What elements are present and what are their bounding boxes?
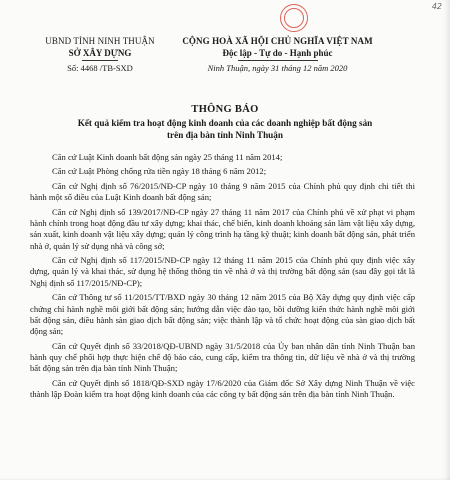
legal-basis-paragraph: Căn cứ Quyết định số 33/2018/QĐ-UBND ngày 31/5/2018 của Ủy ban nhân dân tỉnh Ninh Thuận ban hành quy chế phối hợp thực hiện chế độ báo cáo, cung cấp, kiểm tra thông tin, dữ liệu về nhà ở và thị trường bất động sản trên địa bàn tỉnh Ninh Thuận;: [30, 340, 415, 374]
issuer-dept: SỞ XÂY DỰNG: [68, 47, 132, 58]
legal-basis-paragraph: Căn cứ Nghị định số 76/2015/NĐ-CP ngày 10 tháng 9 năm 2015 của Chính phủ quy định chi tiết thi hành một số điều của Luật Kinh doanh bất động sản;: [30, 180, 415, 203]
reference-number: Số: 4468 /TB-SXD: [67, 63, 133, 73]
national-title: CỘNG HOÀ XÃ HỘI CHỦ NGHĨA VIỆT NAM: [182, 36, 373, 46]
issuer-divider: [82, 60, 118, 61]
legal-basis-paragraph: Căn cứ Nghị định số 139/2017/NĐ-CP ngày 27 tháng 11 năm 2017 của Chính phủ về xử phạt vi phạm hành chính trong hoạt động đầu tư xây dựng; khai thác, chế biến, kinh doanh khoáng sản làm vật liệu xây dựng, sản xuất, kinh doanh vật liệu xây dựng; quản lý công trình hạ tầng kỹ thuật; kinh doanh bất động sản, phát triển nhà ở, quản lý sử dụng nhà và công sở;: [30, 206, 415, 251]
issuer-block: [30, 36, 170, 75]
legal-basis-paragraph: Căn cứ Luật Kinh doanh bất động sản ngày 25 tháng 11 năm 2014;: [52, 152, 283, 162]
subtitle-line: trên địa bàn tỉnh Ninh Thuận: [166, 130, 283, 140]
issuer-org: UBND TỈNH NINH THUẬN: [45, 36, 155, 46]
title-block: [40, 104, 410, 141]
national-motto: Độc lập - Tự do - Hạnh phúc: [222, 47, 333, 58]
motto-divider: [238, 60, 318, 61]
seal-stamp-icon: [280, 4, 308, 32]
subtitle-line: Kết quả kiểm tra hoạt động kinh doanh của các doanh nghiệp bất động sản: [77, 118, 373, 128]
place-date: Ninh Thuận, ngày 31 tháng 12 năm 2020: [207, 63, 348, 73]
page-number: 42: [431, 2, 442, 11]
document-body: [30, 152, 415, 403]
document-header: [0, 36, 450, 86]
document-title: THÔNG BÁO: [191, 104, 259, 115]
legal-basis-paragraph: Căn cứ Thông tư số 11/2015/TT/BXD ngày 30 tháng 12 năm 2015 của Bộ Xây dựng quy định việc cấp chứng chỉ hành nghề môi giới bất động sản; hướng dẫn việc đào tạo, bồi dưỡng kiến thức hành nghề môi giới bất động sản, điều hành sàn giao dịch bất động sản; việc thành lập và tổ chức hoạt động của sàn giao dịch bất động sản;: [30, 292, 415, 337]
legal-basis-paragraph: Căn cứ Luật Phòng chống rửa tiền ngày 18 tháng 6 năm 2012;: [52, 166, 267, 177]
document-subtitle: [40, 117, 410, 141]
legal-basis-paragraph: Căn cứ Quyết định số 1818/QĐ-SXD ngày 17/6/2020 của Giám đốc Sở Xây dựng Ninh Thuận về việc thành lập Đoàn kiểm tra hoạt động kinh doanh của các công ty bất động sản trên địa bàn tỉnh Ninh Thuận.: [30, 377, 415, 399]
legal-basis-paragraph: Căn cứ Nghị định số 117/2015/NĐ-CP ngày 12 tháng 11 năm 2015 của Chính phủ quy định việc xây dựng, quản lý và khai thác, sử dụng hệ thống thông tin về nhà ở và thị trường bất động sản (sau đây gọi tắt là Nghị định số 117/2015/NĐ-CP);: [30, 255, 415, 288]
national-block: [180, 36, 375, 75]
